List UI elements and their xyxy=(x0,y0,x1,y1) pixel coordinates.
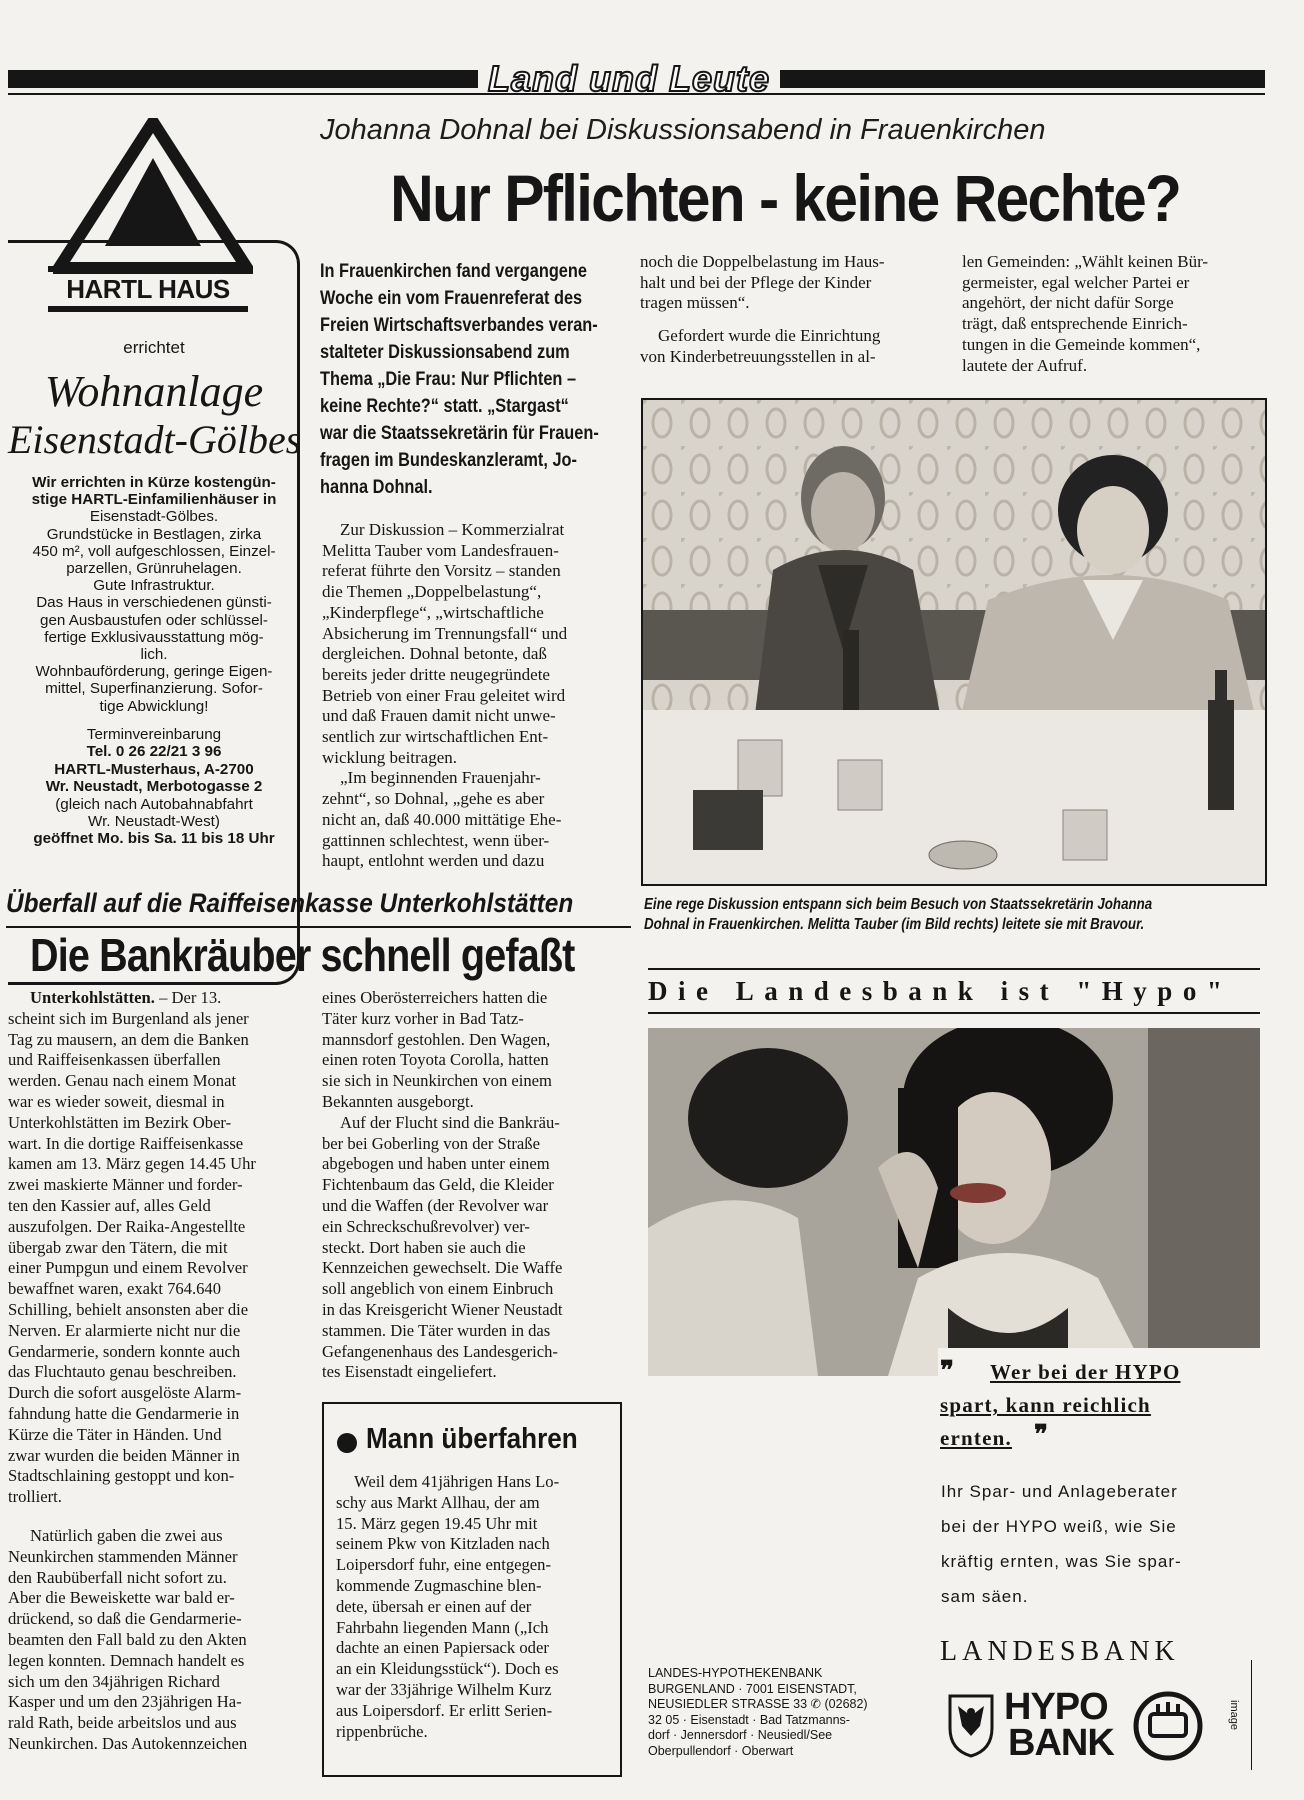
body-line: germeister, egal welcher Partei er xyxy=(962,272,1190,292)
body-line: bewaffnet waren, exakt 764.640 xyxy=(8,1279,222,1299)
body-line: dachte an einen Papiersack oder xyxy=(336,1638,549,1658)
lead-line: Freien Wirtschaftsverbandes veran- xyxy=(320,315,598,336)
body-line: die Themen „Doppelbelastung“, xyxy=(322,582,542,602)
lead-line: stalteter Diskussionsabend zum xyxy=(320,342,570,363)
hartl-brand: HARTL HAUS xyxy=(66,274,230,304)
body-line: tungen in die Gemeinde kommen“, xyxy=(962,334,1201,354)
lead-line: keine Rechte?“ statt. „Stargast“ xyxy=(320,396,569,417)
body-line: wicklung beitragen. xyxy=(322,747,458,767)
body-line: zehnt“, so Dohnal, „gehe es aber xyxy=(322,789,545,809)
body-line: Schilling, behielt ansonsten aber die xyxy=(8,1299,249,1319)
body-line: Loipersdorf fuhr, eine entgegen- xyxy=(336,1555,551,1575)
hartl-body-line: Wir errichten in Kürze kostengün- xyxy=(32,474,276,491)
hypo-logo-line1: HYPO xyxy=(1004,1686,1108,1728)
body-line: bereits jeder dritte neugegründete xyxy=(322,664,550,684)
hartl-body-line: lich. xyxy=(140,646,168,664)
hartl-contact-line: Tel. 0 26 22/21 3 96 xyxy=(86,743,222,761)
hypo-logo-line2: BANK xyxy=(1008,1722,1114,1764)
body-line: dete, übersah er einen auf der xyxy=(336,1596,532,1616)
body-line: und die Waffen (der Revolver war xyxy=(322,1195,549,1215)
hypo-body xyxy=(941,1474,1261,1614)
hypo-body-line: bei der HYPO weiß, wie Sie xyxy=(941,1517,1177,1536)
hartl-contact-line: HARTL-Musterhaus, A-2700 xyxy=(54,760,254,778)
hartl-body-line: fertige Exklusivausstattung mög- xyxy=(44,628,264,646)
body-line: nicht an, daß 40.000 mittätige Ehe- xyxy=(322,809,562,829)
body-line: wart. In die dortige Raiffeisenkasse xyxy=(8,1133,244,1153)
body-line: „Im beginnenden Frauenjahr- xyxy=(340,768,541,788)
body-line: war es wieder soweit, diesmal in xyxy=(8,1091,225,1111)
body-line: sie sich in Neunkirchen von einem xyxy=(322,1071,552,1091)
body-line: Bekannten ausgeborgt. xyxy=(322,1091,474,1111)
body-line: von Kinderbetreuungsstellen in al- xyxy=(640,346,876,366)
hartl-bar-bottom xyxy=(48,306,248,312)
body-line: stammen. Die Täter wurden in das xyxy=(322,1320,551,1340)
body-line: Gendarmerie, sondern konnte auch xyxy=(8,1341,241,1361)
hartl-body-line: mittel, Superfinanzierung. Sofor- xyxy=(45,680,263,698)
body-line: Aber die Beweiskette war bald er- xyxy=(8,1588,235,1608)
hypo-address-line: 32 05 · Eisenstadt · Bad Tatzmanns- xyxy=(648,1712,850,1727)
body-line: war der 33jährige Wilhelm Kurz xyxy=(336,1679,552,1699)
body-line: Neunkirchen stammenden Männer xyxy=(8,1546,238,1566)
body-line: zwar wurden die beiden Männer in xyxy=(8,1445,240,1465)
article3-headline: Mann überfahren xyxy=(366,1423,578,1455)
hartl-body-line: Grundstücke in Bestlagen, zirka xyxy=(46,525,262,543)
body-line: legen konnten. Demnach handelt es xyxy=(8,1650,245,1670)
hartl-bar-top xyxy=(48,266,248,272)
article1-body-col2 xyxy=(640,252,945,368)
hypo-ad-rule-top xyxy=(648,968,1260,970)
caption-line: Eine rege Diskussion entspann sich beim Besuch von Staatssekretärin Johanna xyxy=(644,896,1153,913)
body-line: Weil dem 41jährigen Hans Lo- xyxy=(354,1472,560,1491)
hypo-body-line: Ihr Spar- und Anlageberater xyxy=(941,1482,1178,1501)
body-line: gattinnen schlechtest, wenn über- xyxy=(322,830,550,850)
hartl-body-line: 450 m², voll aufgeschlossen, Einzel- xyxy=(32,542,276,560)
body-line: trägt, daß entsprechende Einrich- xyxy=(962,314,1188,334)
body-line: Kasper und um den 23jährigen Ha- xyxy=(8,1692,242,1712)
quote-line-text: spart, kann reichlich xyxy=(940,1393,1151,1417)
body-line: referat führte den Vorsitz – standen xyxy=(322,561,561,581)
body-line: zwei maskierte Männer und forder- xyxy=(8,1175,243,1195)
hartl-body-line: stige HARTL-Einfamilienhäuser in xyxy=(31,491,277,509)
hypo-body-line: sam säen. xyxy=(941,1587,1029,1606)
body-line: Auf der Flucht sind die Bankräu- xyxy=(340,1112,560,1132)
body-line: sentlich zur wirtschaftlichen Ent- xyxy=(322,727,549,747)
body-line: Stadtschlaining gestoppt und kon- xyxy=(8,1466,235,1486)
body-line: rald Rath, beide arbeitslos und aus xyxy=(8,1713,237,1733)
body-line: Betrieb von einer Frau geleitet wird xyxy=(322,685,566,705)
body-line: und Raiffeisenkassen überfallen xyxy=(8,1050,221,1070)
hartl-body-line: gen Ausbaustufen oder schlüssel- xyxy=(40,611,268,629)
body-line: seinem Pkw von Kitzladen nach xyxy=(336,1534,550,1554)
body-line: tes Eisenstadt eingeliefert. xyxy=(322,1362,497,1382)
body-line: kamen am 13. März gegen 14.45 Uhr xyxy=(8,1154,256,1174)
hypo-body-line: kräftig ernten, was Sie spar- xyxy=(941,1552,1182,1571)
hypo-address-line: NEUSIEDLER STRASSE 33 ✆ (02682) xyxy=(648,1697,868,1711)
body-line: beamten den Fall bald zu den Akten xyxy=(8,1629,247,1649)
quote-line-text: Wer bei der HYPO xyxy=(990,1360,1181,1384)
body-line: abgebogen und haben unter einem xyxy=(322,1154,550,1174)
article2-body-col1 xyxy=(8,988,304,1755)
hartl-errichtet: errichtet xyxy=(123,338,185,357)
article1-headline: Nur Pflichten - keine Rechte? xyxy=(390,161,1181,235)
article1-body-col3 xyxy=(962,252,1267,376)
article2-body-col2 xyxy=(322,988,624,1383)
body-line: Gefangenenhaus des Landesgerich- xyxy=(322,1341,558,1361)
hartl-contact-line: Wr. Neustadt-West) xyxy=(88,813,220,831)
body-line: halt und bei der Pflege der Kinder xyxy=(640,272,872,292)
article1-lead xyxy=(320,258,625,501)
body-line-text: – Der 13. xyxy=(154,988,222,1007)
hartl-title-line2: Eisenstadt-Gölbes xyxy=(8,417,302,462)
body-line: Nerven. Er alarmierte nicht nur die xyxy=(8,1320,241,1340)
article2-headline: Die Bankräuber schnell gefaßt xyxy=(30,929,575,981)
article1-kicker: Johanna Dohnal bei Diskussionsabend in Frauenkirchen xyxy=(320,114,1046,146)
quote-open-icon: ❞ xyxy=(940,1356,954,1385)
body-line: Gefordert wurde die Einrichtung xyxy=(658,326,881,346)
body-line: das Fluchtauto genau beschreiben. xyxy=(8,1362,237,1382)
hartl-contact-line: geöffnet Mo. bis Sa. 11 bis 18 Uhr xyxy=(33,830,275,848)
body-line: auszufolgen. Der Raika-Angestellte xyxy=(8,1216,246,1236)
eagle-crest-icon xyxy=(946,1692,996,1758)
body-line: einer Pumpgun und einem Revolver xyxy=(8,1258,248,1278)
side-credit: image xyxy=(1228,1700,1240,1730)
caption-line: Dohnal in Frauenkirchen. Melitta Tauber (im Bild rechts) leitete sie mit Bravour. xyxy=(644,915,1145,933)
masthead-bar-right xyxy=(780,70,1265,88)
hypo-headline: Die Landesbank ist "Hypo" xyxy=(648,976,1233,1006)
body-line xyxy=(640,314,945,326)
hartl-body-line: Eisenstadt-Gölbes. xyxy=(89,508,219,526)
body-line: Durch die sofort ausgelöste Alarm- xyxy=(8,1383,242,1403)
quote-close-icon: ❞ xyxy=(1034,1420,1048,1449)
hartl-contact-line: Terminvereinbarung xyxy=(86,726,222,743)
body-line: „Kinderpflege“, „wirtschaftliche xyxy=(322,602,544,622)
side-credit-rule xyxy=(1251,1660,1252,1770)
hypo-brand-word: LANDESBANK xyxy=(940,1636,1180,1667)
hartl-body-line: Wohnbauförderung, geringe Eigen- xyxy=(35,663,273,681)
body-line: trolliert. xyxy=(8,1487,62,1507)
body-line: einen roten Toyota Corolla, hatten xyxy=(322,1050,549,1070)
body-line: drückend, so daß die Gendarmerie- xyxy=(8,1609,242,1629)
body-line: übergab zwar den Tätern, die mit xyxy=(8,1237,228,1257)
section-title: Land und Leute xyxy=(488,58,770,99)
hypo-address-line: Oberpullendorf · Oberwart xyxy=(648,1743,794,1758)
hartl-body-line: parzellen, Grünruhelagen. xyxy=(66,560,242,578)
article1-body-col1 xyxy=(322,520,624,872)
lead-line: In Frauenkirchen fand vergangene xyxy=(320,261,587,282)
body-line: scheint sich im Burgenland als jener xyxy=(8,1008,249,1028)
hartl-contact-line: Wr. Neustadt, Merbotogasse 2 xyxy=(45,778,263,796)
body-line: Absicherung im Trennungsfall“ und xyxy=(322,623,568,643)
body-line: schy aus Markt Allhau, der am xyxy=(336,1492,540,1512)
hypo-hand-coin-icon xyxy=(1132,1690,1204,1762)
body-line: werden. Genau nach einem Monat xyxy=(8,1071,237,1091)
body-line: rippenbrüche. xyxy=(336,1721,428,1741)
body-line: an ein Kleidungsstück“). Doch es xyxy=(336,1659,559,1679)
body-line: len Gemeinden: „Wählt keinen Bür- xyxy=(962,252,1209,271)
body-line: Neunkirchen. Das Autokennzeichen xyxy=(8,1733,248,1753)
hypo-photo-image xyxy=(648,1028,1260,1376)
body-line: Melitta Tauber vom Landesfrauen- xyxy=(322,540,559,560)
body-line: in das Kreisgericht Wiener Neustadt xyxy=(322,1299,563,1319)
body-line: steckt. Dort haben sie auch die xyxy=(322,1237,526,1257)
body-line: Zur Diskussion – Kommerzialrat xyxy=(340,520,565,539)
quote-line xyxy=(940,1356,1260,1389)
body-line: haupt, entlohnt werden und dazu xyxy=(322,851,545,871)
body-line: Kennzeichen gewechselt. Die Waffe xyxy=(322,1258,563,1278)
body-line: Natürlich gaben die zwei aus xyxy=(30,1525,223,1545)
body-line: Kürze die Täter in Händen. Und xyxy=(8,1424,222,1444)
hartl-body-line: tige Abwicklung! xyxy=(99,697,209,715)
body-line: Fahrbahn liegenden Mann („Ich xyxy=(336,1617,549,1637)
masthead-bar-left xyxy=(8,70,478,88)
body-line: mannsdorf gestohlen. Den Wagen, xyxy=(322,1029,551,1049)
hypo-address xyxy=(648,1666,918,1759)
body-line: und daß Frauen damit nicht unwe- xyxy=(322,706,556,726)
hartl-body-line: Das Haus in verschiedenen günsti- xyxy=(36,594,272,612)
body-line: tragen müssen“. xyxy=(640,293,750,313)
body-line: ten den Kassier auf, alles Geld xyxy=(8,1195,211,1215)
lead-line: hanna Dohnal. xyxy=(320,477,433,498)
quote-line xyxy=(940,1422,1260,1455)
body-line: kommende Zugmaschine blen- xyxy=(336,1575,542,1595)
lead-line: war die Staatssekretärin für Frauen- xyxy=(320,423,599,444)
hypo-logo xyxy=(946,1686,1206,1766)
body-line xyxy=(8,988,304,1009)
body-line: aus Loipersdorf. Er erlitt Serien- xyxy=(336,1700,553,1720)
body-line: dergleichen. Dohnal betonte, daß xyxy=(322,644,547,664)
article2-kicker: Überfall auf die Raiffeisenkasse Unterkohlstätten xyxy=(6,888,574,918)
body-line: angehört, der nicht dafür Sorge xyxy=(962,293,1174,313)
hartl-ad xyxy=(8,118,300,868)
lead-line: Woche ein vom Frauenreferat des xyxy=(320,288,583,309)
hypo-address-line: BURGENLAND · 7001 EISENSTADT, xyxy=(648,1681,857,1696)
body-line: Tag zu mausern, an dem die Banken xyxy=(8,1029,249,1049)
discussion-photo xyxy=(641,398,1267,886)
hartl-contact xyxy=(12,726,296,848)
hartl-title-line1: Wohnanlage xyxy=(44,367,264,416)
article3-body xyxy=(336,1472,610,1742)
body-line: soll angeblich von einem Einbruch xyxy=(322,1279,554,1299)
hypo-address-line: LANDES-HYPOTHEKENBANK xyxy=(648,1666,823,1680)
bullet-icon xyxy=(337,1433,357,1453)
hypo-photo xyxy=(648,1028,1260,1376)
body-line: fahndung hatte die Gendarmerie in xyxy=(8,1403,240,1423)
body-line: den Raubüberfall nicht sofort zu. xyxy=(8,1567,227,1587)
body-line xyxy=(8,1508,304,1526)
body-line: Unterkohlstätten im Bezirk Ober- xyxy=(8,1112,232,1132)
dateline: Unterkohlstätten. xyxy=(30,988,155,1007)
hypo-address-line: dorf · Jennersdorf · Neusiedl/See xyxy=(648,1728,833,1742)
quote-line-text: ernten. xyxy=(940,1426,1012,1450)
hartl-body-line: Gute Infrastruktur. xyxy=(93,577,215,595)
body-line: Täter kurz vorher in Bad Tatz- xyxy=(322,1008,524,1028)
photo-caption xyxy=(644,895,1274,934)
body-line: lautete der Aufruf. xyxy=(962,355,1088,375)
discussion-photo-image xyxy=(643,400,1265,884)
body-line: ber bei Goberling von der Straße xyxy=(322,1133,540,1153)
body-line: sich um den 34jährigen Richard xyxy=(8,1671,220,1691)
quote-line xyxy=(940,1389,1260,1422)
body-line: noch die Doppelbelastung im Haus- xyxy=(640,252,885,271)
lead-line: fragen im Bundeskanzleramt, Jo- xyxy=(320,450,577,471)
body-line: ein Schreckschußrevolver) ver- xyxy=(322,1216,530,1236)
body-line: Fichtenbaum das Geld, die Kleider xyxy=(322,1175,554,1195)
lead-line: Thema „Die Frau: Nur Pflichten – xyxy=(320,369,577,390)
hypo-quote-text xyxy=(940,1356,1260,1455)
hartl-contact-line: (gleich nach Autobahnabfahrt xyxy=(55,795,253,813)
body-line: eines Oberösterreichers hatten die xyxy=(322,988,548,1007)
hypo-ad-rule-bottom xyxy=(648,1012,1260,1014)
body-line: 15. März gegen 19.45 Uhr mit xyxy=(336,1513,538,1533)
hartl-body xyxy=(12,474,296,715)
